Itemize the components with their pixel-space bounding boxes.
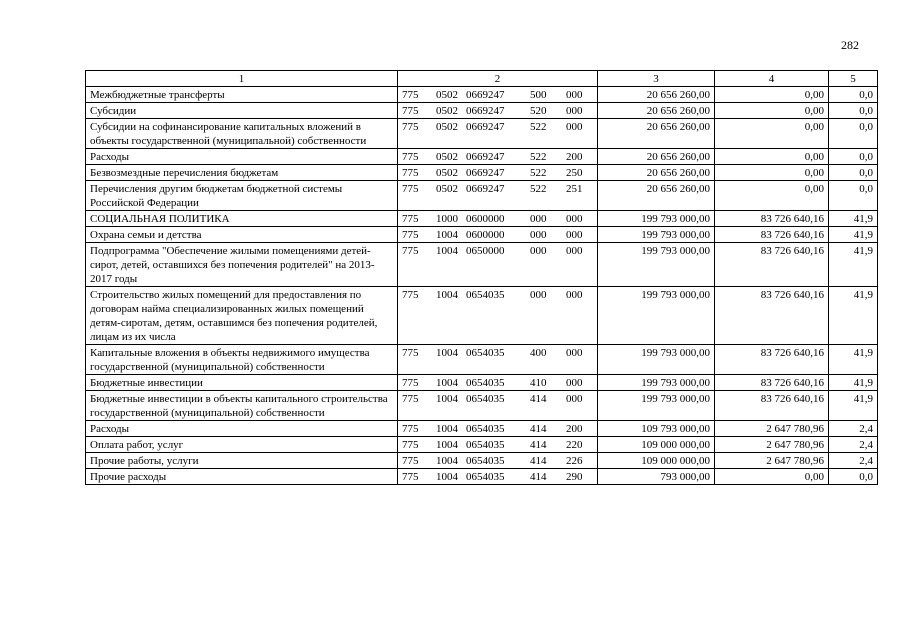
- row-code: 414: [530, 471, 547, 483]
- row-code: 1004: [436, 245, 458, 257]
- row-code: 250: [566, 167, 583, 179]
- row-code: 000: [566, 229, 583, 241]
- row-code: 775: [402, 393, 419, 405]
- row-code: 522: [530, 121, 547, 133]
- row-code: 220: [566, 439, 583, 451]
- row-codes: [398, 227, 598, 243]
- row-name: Межбюджетные трансферты: [86, 87, 398, 103]
- row-codes: [398, 453, 598, 469]
- header-col-5: 5: [829, 71, 878, 87]
- row-value-4: 83 726 640,16: [715, 227, 829, 243]
- row-code: 775: [402, 471, 419, 483]
- row-codes: [398, 165, 598, 181]
- row-value-4: 2 647 780,96: [715, 453, 829, 469]
- row-code: 000: [566, 347, 583, 359]
- row-code: 0669247: [466, 121, 505, 133]
- row-code: 522: [530, 183, 547, 195]
- row-name: Прочие работы, услуги: [86, 453, 398, 469]
- row-code: 000: [530, 229, 547, 241]
- row-value-4: 83 726 640,16: [715, 287, 829, 345]
- row-codes: [398, 287, 598, 345]
- page-number: 282: [841, 38, 859, 52]
- row-value-3: 199 793 000,00: [598, 375, 715, 391]
- row-value-3: 793 000,00: [598, 469, 715, 485]
- row-code: 0502: [436, 167, 458, 179]
- row-codes: [398, 469, 598, 485]
- row-code: 0654035: [466, 347, 505, 359]
- row-name: Бюджетные инвестиции в объекты капитального строительства государственной (муниципальной) собственности: [86, 391, 398, 421]
- table-row: [86, 149, 878, 165]
- row-name: Перечисления другим бюджетам бюджетной системы Российской Федерации: [86, 181, 398, 211]
- row-code: 251: [566, 183, 583, 195]
- row-code: 775: [402, 455, 419, 467]
- row-code: 1000: [436, 213, 458, 225]
- row-code: 520: [530, 105, 547, 117]
- row-value-4: 0,00: [715, 469, 829, 485]
- row-name: Подпрограмма "Обеспечение жилыми помещениями детей-сирот, детей, оставшихся без попечения родителей" на 2013-2017 годы: [86, 243, 398, 287]
- row-name: Охрана семьи и детства: [86, 227, 398, 243]
- row-value-5: 0,0: [829, 119, 878, 149]
- row-value-4: 0,00: [715, 87, 829, 103]
- row-value-5: 0,0: [829, 149, 878, 165]
- row-code: 400: [530, 347, 547, 359]
- row-name: Расходы: [86, 421, 398, 437]
- row-name: Бюджетные инвестиции: [86, 375, 398, 391]
- row-code: 0502: [436, 89, 458, 101]
- row-code: 522: [530, 167, 547, 179]
- row-code: 522: [530, 151, 547, 163]
- row-code: 414: [530, 423, 547, 435]
- row-value-5: 0,0: [829, 469, 878, 485]
- row-name: СОЦИАЛЬНАЯ ПОЛИТИКА: [86, 211, 398, 227]
- row-code: 1004: [436, 229, 458, 241]
- row-code: 1004: [436, 377, 458, 389]
- row-value-4: 0,00: [715, 103, 829, 119]
- row-value-5: 41,9: [829, 227, 878, 243]
- row-value-3: 199 793 000,00: [598, 211, 715, 227]
- row-code: 0654035: [466, 289, 505, 301]
- row-code: 0654035: [466, 455, 505, 467]
- row-code: 775: [402, 423, 419, 435]
- row-value-5: 41,9: [829, 243, 878, 287]
- row-code: 0669247: [466, 151, 505, 163]
- row-code: 0654035: [466, 423, 505, 435]
- row-code: 414: [530, 439, 547, 451]
- row-value-3: 109 000 000,00: [598, 437, 715, 453]
- row-code: 1004: [436, 439, 458, 451]
- row-code: 000: [530, 245, 547, 257]
- row-codes: [398, 211, 598, 227]
- row-value-3: 199 793 000,00: [598, 391, 715, 421]
- row-value-5: 0,0: [829, 181, 878, 211]
- row-codes: [398, 181, 598, 211]
- table-row: [86, 87, 878, 103]
- row-value-4: 0,00: [715, 149, 829, 165]
- row-value-4: 0,00: [715, 119, 829, 149]
- row-codes: [398, 391, 598, 421]
- row-code: 775: [402, 289, 419, 301]
- table-row: [86, 243, 878, 287]
- table-row: [86, 453, 878, 469]
- row-codes: [398, 103, 598, 119]
- table-row: [86, 211, 878, 227]
- row-codes: [398, 119, 598, 149]
- table-row: [86, 421, 878, 437]
- row-code: 200: [566, 423, 583, 435]
- row-code: 0502: [436, 151, 458, 163]
- budget-table: [85, 70, 878, 485]
- row-code: 775: [402, 439, 419, 451]
- row-code: 000: [566, 289, 583, 301]
- row-name: Капитальные вложения в объекты недвижимого имущества государственной (муниципальной) собственности: [86, 345, 398, 375]
- row-code: 0600000: [466, 213, 505, 225]
- row-code: 000: [566, 377, 583, 389]
- row-code: 000: [530, 213, 547, 225]
- row-value-3: 20 656 260,00: [598, 119, 715, 149]
- row-value-5: 2,4: [829, 421, 878, 437]
- row-code: 1004: [436, 455, 458, 467]
- row-code: 1004: [436, 393, 458, 405]
- row-code: 0600000: [466, 229, 505, 241]
- row-code: 775: [402, 229, 419, 241]
- row-value-3: 20 656 260,00: [598, 181, 715, 211]
- row-value-3: 199 793 000,00: [598, 227, 715, 243]
- table-row: [86, 119, 878, 149]
- row-name: Оплата работ, услуг: [86, 437, 398, 453]
- row-code: 0669247: [466, 105, 505, 117]
- table-row: [86, 227, 878, 243]
- row-codes: [398, 87, 598, 103]
- row-code: 0502: [436, 183, 458, 195]
- row-value-5: 0,0: [829, 103, 878, 119]
- table-row: [86, 103, 878, 119]
- row-code: 0502: [436, 121, 458, 133]
- row-value-3: 199 793 000,00: [598, 345, 715, 375]
- table-row: [86, 469, 878, 485]
- row-code: 775: [402, 89, 419, 101]
- row-code: 1004: [436, 471, 458, 483]
- row-codes: [398, 437, 598, 453]
- row-code: 500: [530, 89, 547, 101]
- row-code: 0654035: [466, 471, 505, 483]
- row-codes: [398, 243, 598, 287]
- row-codes: [398, 421, 598, 437]
- row-codes: [398, 149, 598, 165]
- row-code: 226: [566, 455, 583, 467]
- row-codes: [398, 345, 598, 375]
- row-code: 775: [402, 121, 419, 133]
- row-code: 000: [566, 393, 583, 405]
- row-code: 775: [402, 151, 419, 163]
- row-code: 000: [566, 245, 583, 257]
- header-col-1: 1: [86, 71, 398, 87]
- row-name: Субсидии: [86, 103, 398, 119]
- row-name: Субсидии на софинансирование капитальных вложений в объекты государственной (муниципальной) собственности: [86, 119, 398, 149]
- row-code: 0654035: [466, 377, 505, 389]
- table-row: [86, 437, 878, 453]
- table-row: [86, 391, 878, 421]
- row-code: 1004: [436, 423, 458, 435]
- row-code: 000: [566, 105, 583, 117]
- table-row: [86, 375, 878, 391]
- row-code: 200: [566, 151, 583, 163]
- row-code: 0502: [436, 105, 458, 117]
- row-code: 000: [566, 121, 583, 133]
- row-name: Прочие расходы: [86, 469, 398, 485]
- table-row: [86, 345, 878, 375]
- row-code: 775: [402, 105, 419, 117]
- row-code: 775: [402, 377, 419, 389]
- row-code: 000: [566, 213, 583, 225]
- row-code: 0669247: [466, 167, 505, 179]
- row-code: 000: [530, 289, 547, 301]
- table-row: [86, 181, 878, 211]
- row-code: 0654035: [466, 439, 505, 451]
- row-value-4: 83 726 640,16: [715, 391, 829, 421]
- row-value-5: 41,9: [829, 391, 878, 421]
- row-value-5: 41,9: [829, 345, 878, 375]
- row-name: Строительство жилых помещений для предоставления по договорам найма специализированных жилых помещений детям-сиротам, детям, оставшимся без попечения родителей, лицам из их числа: [86, 287, 398, 345]
- header-col-2: 2: [398, 71, 598, 87]
- row-value-4: 0,00: [715, 165, 829, 181]
- row-code: 000: [566, 89, 583, 101]
- row-code: 290: [566, 471, 583, 483]
- row-value-3: 109 793 000,00: [598, 421, 715, 437]
- row-value-3: 199 793 000,00: [598, 287, 715, 345]
- row-value-4: 83 726 640,16: [715, 243, 829, 287]
- row-value-4: 83 726 640,16: [715, 375, 829, 391]
- row-name: Расходы: [86, 149, 398, 165]
- row-code: 775: [402, 213, 419, 225]
- row-code: 1004: [436, 347, 458, 359]
- row-name: Безвозмездные перечисления бюджетам: [86, 165, 398, 181]
- header-row: [86, 71, 878, 87]
- row-value-4: 2 647 780,96: [715, 421, 829, 437]
- row-value-3: 109 000 000,00: [598, 453, 715, 469]
- row-value-5: 2,4: [829, 437, 878, 453]
- row-value-5: 0,0: [829, 165, 878, 181]
- row-codes: [398, 375, 598, 391]
- row-code: 775: [402, 347, 419, 359]
- row-code: 414: [530, 455, 547, 467]
- row-code: 1004: [436, 289, 458, 301]
- row-code: 0650000: [466, 245, 505, 257]
- row-value-4: 83 726 640,16: [715, 345, 829, 375]
- row-value-5: 2,4: [829, 453, 878, 469]
- row-value-5: 41,9: [829, 375, 878, 391]
- row-code: 775: [402, 245, 419, 257]
- row-value-4: 83 726 640,16: [715, 211, 829, 227]
- row-value-5: 41,9: [829, 211, 878, 227]
- row-code: 775: [402, 183, 419, 195]
- header-col-3: 3: [598, 71, 715, 87]
- row-value-4: 2 647 780,96: [715, 437, 829, 453]
- row-value-3: 20 656 260,00: [598, 87, 715, 103]
- table-row: [86, 287, 878, 345]
- row-value-3: 199 793 000,00: [598, 243, 715, 287]
- row-code: 414: [530, 393, 547, 405]
- row-code: 775: [402, 167, 419, 179]
- table-row: [86, 165, 878, 181]
- row-value-3: 20 656 260,00: [598, 103, 715, 119]
- row-value-3: 20 656 260,00: [598, 149, 715, 165]
- row-value-3: 20 656 260,00: [598, 165, 715, 181]
- row-value-5: 0,0: [829, 87, 878, 103]
- row-value-5: 41,9: [829, 287, 878, 345]
- row-code: 0669247: [466, 89, 505, 101]
- header-col-4: 4: [715, 71, 829, 87]
- row-code: 0669247: [466, 183, 505, 195]
- row-code: 0654035: [466, 393, 505, 405]
- row-code: 410: [530, 377, 547, 389]
- row-value-4: 0,00: [715, 181, 829, 211]
